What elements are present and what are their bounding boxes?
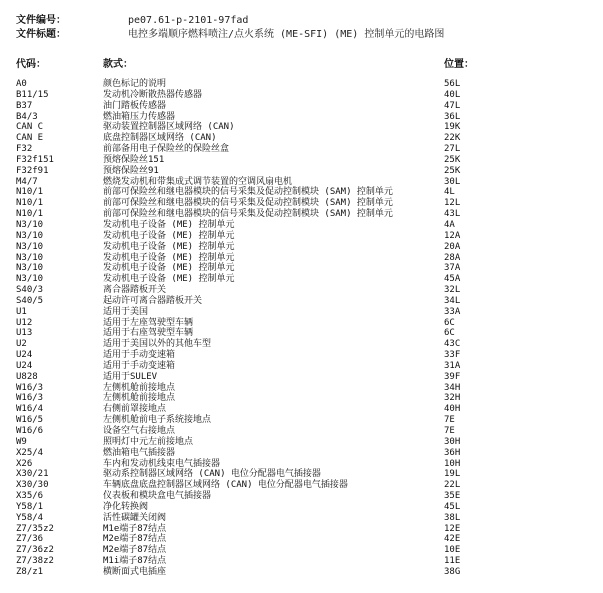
- component-list: [0, 79, 603, 578]
- table-row: [0, 534, 603, 545]
- row-position: 42E: [444, 534, 461, 545]
- row-description: 右侧前罩接地点: [103, 404, 167, 415]
- table-row: [0, 491, 603, 502]
- row-description: 发动机冷断散热器传感器: [103, 89, 203, 100]
- row-position: 43L: [444, 209, 461, 220]
- row-position: 10E: [444, 545, 461, 556]
- table-row: [0, 307, 603, 318]
- row-description: 预熔保险丝151: [103, 154, 165, 165]
- row-position: 30H: [444, 436, 461, 447]
- row-description: 驱动系控制器区域网络 (CAN) 电位分配器电气插接器: [103, 469, 321, 480]
- row-code: F32f151: [16, 154, 54, 165]
- table-row: [0, 426, 603, 437]
- row-code: F32: [16, 144, 33, 155]
- row-code: N10/1: [16, 198, 44, 209]
- row-code: F32f91: [16, 165, 49, 176]
- row-description: 底盘控制器区域网络 (CAN): [103, 133, 217, 144]
- table-row: [0, 220, 603, 231]
- table-row: [0, 567, 603, 578]
- row-code: X26: [16, 458, 33, 469]
- table-row: [0, 513, 603, 524]
- row-description: 适用于美国: [103, 306, 149, 317]
- row-position: 4A: [444, 219, 455, 230]
- row-code: N3/10: [16, 274, 44, 285]
- table-row: [0, 350, 603, 361]
- row-position: 11E: [444, 556, 461, 567]
- file-title-value: 电控多端顺序燃料喷注/点火系统 (ME-SFI) (ME) 控制单元的电路图: [128, 29, 445, 40]
- row-position: 12L: [444, 198, 461, 209]
- row-description: 发动机电子设备 (ME) 控制单元: [103, 274, 235, 285]
- row-position: 6C: [444, 328, 455, 339]
- table-row: [0, 328, 603, 339]
- row-position: 4L: [444, 187, 455, 198]
- row-description: 活性碳罐关闭阀: [103, 512, 167, 523]
- row-code: W16/3: [16, 382, 44, 393]
- table-row: [0, 209, 603, 220]
- table-row: [0, 318, 603, 329]
- row-position: 7E: [444, 415, 455, 426]
- row-position: 37A: [444, 263, 461, 274]
- row-position: 45A: [444, 274, 461, 285]
- table-row: [0, 383, 603, 394]
- row-code: X35/6: [16, 491, 44, 502]
- row-description: 起动许可离合器踏板开关: [103, 295, 203, 306]
- file-number-label: 文件编号：: [16, 15, 66, 26]
- row-position: 34H: [444, 382, 461, 393]
- row-position: 31A: [444, 360, 461, 371]
- row-description: 油门踏板传感器: [103, 100, 167, 111]
- row-description: 设备空气右接地点: [103, 426, 176, 436]
- row-description: 颜色标记的说明: [103, 79, 167, 89]
- row-description: 左侧机舱前接地点: [103, 393, 176, 404]
- table-row: [0, 480, 603, 491]
- row-code: U12: [16, 317, 33, 328]
- row-code: N10/1: [16, 209, 44, 220]
- table-row: [0, 112, 603, 123]
- row-description: 照明灯中元左前接地点: [103, 436, 194, 447]
- row-description: 发动机电子设备 (ME) 控制单元: [103, 252, 235, 263]
- table-row: [0, 502, 603, 513]
- table-row: [0, 339, 603, 350]
- table-row: [0, 393, 603, 404]
- table-row: [0, 524, 603, 535]
- row-code: N3/10: [16, 230, 44, 241]
- table-row: [0, 469, 603, 480]
- row-position: 36L: [444, 111, 461, 122]
- row-description: 车辆底盘底盘控制器区域网络 (CAN) 电位分配器电气插接器: [103, 480, 348, 491]
- row-description: 横断面式电插座: [103, 566, 167, 577]
- table-row: [0, 166, 603, 177]
- column-header-pos: 位置：: [444, 59, 474, 70]
- row-code: A0: [16, 79, 27, 89]
- row-description: 适用于左座驾驶型车辆: [103, 317, 194, 328]
- row-position: 40H: [444, 404, 461, 415]
- row-description: 前部可保险丝和继电器模块的信号采集及促动控制模块 (SAM) 控制单元: [103, 187, 393, 198]
- row-description: 燃烧发动机和带集成式调节装置的空调风扇电机: [103, 176, 293, 187]
- row-position: 45L: [444, 501, 461, 512]
- row-position: 38G: [444, 566, 461, 577]
- row-code: X30/21: [16, 469, 49, 480]
- row-description: 前部备用电子保险丝的保险丝盒: [103, 144, 230, 155]
- column-header-code: 代码：: [16, 59, 46, 70]
- row-code: U13: [16, 328, 33, 339]
- row-description: 燃油箱电气插接器: [103, 447, 176, 458]
- table-row: [0, 133, 603, 144]
- row-position: 35E: [444, 491, 461, 502]
- row-description: M2e端子87结点: [103, 534, 167, 545]
- row-code: W16/6: [16, 426, 44, 436]
- row-position: 56L: [444, 79, 461, 89]
- row-description: 仪表板和模块盒电气插接器: [103, 491, 212, 502]
- row-code: B37: [16, 100, 33, 111]
- table-row: [0, 253, 603, 264]
- table-row: [0, 296, 603, 307]
- row-position: 22K: [444, 133, 461, 144]
- row-code: CAN C: [16, 122, 44, 133]
- row-position: 38L: [444, 512, 461, 523]
- table-row: [0, 274, 603, 285]
- table-row: [0, 404, 603, 415]
- row-description: M1i端子87结点: [103, 556, 167, 567]
- row-code: N10/1: [16, 187, 44, 198]
- row-description: 适用于手动变速箱: [103, 350, 176, 361]
- row-position: 39F: [444, 371, 461, 382]
- table-row: [0, 79, 603, 90]
- row-code: U24: [16, 360, 33, 371]
- row-code: CAN E: [16, 133, 44, 144]
- row-description: 发动机电子设备 (ME) 控制单元: [103, 219, 235, 230]
- table-row: [0, 231, 603, 242]
- table-row: [0, 90, 603, 101]
- row-position: 6C: [444, 317, 455, 328]
- table-row: [0, 177, 603, 188]
- row-position: 19L: [444, 469, 461, 480]
- row-code: Z7/38z2: [16, 556, 54, 567]
- row-position: 33A: [444, 306, 461, 317]
- row-position: 27L: [444, 144, 461, 155]
- row-code: N3/10: [16, 252, 44, 263]
- row-code: X25/4: [16, 447, 44, 458]
- row-position: 25K: [444, 165, 461, 176]
- row-code: M4/7: [16, 176, 38, 187]
- row-code: U1: [16, 306, 27, 317]
- row-description: 发动机电子设备 (ME) 控制单元: [103, 241, 235, 252]
- table-row: [0, 361, 603, 372]
- table-row: [0, 187, 603, 198]
- row-position: 47L: [444, 100, 461, 111]
- row-description: 驱动装置控制器区域网络 (CAN): [103, 122, 235, 133]
- row-description: 左侧机舱前电子系统接地点: [103, 415, 212, 426]
- row-description: M1e端子87结点: [103, 523, 167, 534]
- row-code: U24: [16, 350, 33, 361]
- file-title-label: 文件标题：: [16, 29, 66, 40]
- row-code: S40/5: [16, 295, 44, 306]
- row-position: 36H: [444, 447, 461, 458]
- row-code: B11/15: [16, 89, 49, 100]
- table-row: [0, 242, 603, 253]
- table-row: [0, 122, 603, 133]
- row-position: 43C: [444, 339, 461, 350]
- row-code: N3/10: [16, 219, 44, 230]
- row-description: 适用于美国以外的其他车型: [103, 339, 212, 350]
- row-description: 左侧机舱前接地点: [103, 382, 176, 393]
- table-row: [0, 144, 603, 155]
- row-position: 25K: [444, 154, 461, 165]
- row-position: 32L: [444, 285, 461, 296]
- row-description: 前部可保险丝和继电器模块的信号采集及促动控制模块 (SAM) 控制单元: [103, 209, 393, 220]
- row-code: Y58/4: [16, 512, 44, 523]
- table-row: [0, 556, 603, 567]
- row-position: 34L: [444, 295, 461, 306]
- row-position: 19K: [444, 122, 461, 133]
- row-description: 适用于SULEV: [103, 371, 158, 382]
- row-code: W16/3: [16, 393, 44, 404]
- row-description: 净化转换阀: [103, 501, 149, 512]
- table-row: [0, 545, 603, 556]
- row-position: 32H: [444, 393, 461, 404]
- row-code: N3/10: [16, 263, 44, 274]
- row-position: 28A: [444, 252, 461, 263]
- table-row: [0, 372, 603, 383]
- table-row: [0, 448, 603, 459]
- row-description: 车内和发动机线束电气插接器: [103, 458, 221, 469]
- table-row: [0, 198, 603, 209]
- row-code: Z7/36: [16, 534, 44, 545]
- row-code: Y58/1: [16, 501, 44, 512]
- row-code: N3/10: [16, 241, 44, 252]
- row-position: 12E: [444, 523, 461, 534]
- table-row: [0, 101, 603, 112]
- row-description: 燃油箱压力传感器: [103, 111, 176, 122]
- row-description: M2e端子87结点: [103, 545, 167, 556]
- row-position: 12A: [444, 230, 461, 241]
- row-code: U828: [16, 371, 38, 382]
- table-row: [0, 415, 603, 426]
- row-description: 发动机电子设备 (ME) 控制单元: [103, 230, 235, 241]
- row-description: 发动机电子设备 (ME) 控制单元: [103, 263, 235, 274]
- row-position: 30L: [444, 176, 461, 187]
- row-description: 适用于手动变速箱: [103, 360, 176, 371]
- column-header-desc: 款式：: [103, 59, 133, 70]
- row-position: 33F: [444, 350, 461, 361]
- file-number-value: pe07.61-p-2101-97fad: [128, 15, 249, 26]
- row-description: 离合器踏板开关: [103, 285, 167, 296]
- row-code: U2: [16, 339, 27, 350]
- row-code: X30/30: [16, 480, 49, 491]
- table-row: [0, 285, 603, 296]
- row-code: Z8/z1: [16, 566, 44, 577]
- row-description: 适用于右座驾驶型车辆: [103, 328, 194, 339]
- table-row: [0, 459, 603, 470]
- row-code: Z7/35z2: [16, 523, 54, 534]
- row-position: 40L: [444, 89, 461, 100]
- table-row: [0, 437, 603, 448]
- row-code: W16/4: [16, 404, 44, 415]
- row-position: 7E: [444, 426, 455, 436]
- row-code: S40/3: [16, 285, 44, 296]
- row-code: Z7/36z2: [16, 545, 54, 556]
- row-position: 10H: [444, 458, 461, 469]
- row-code: W9: [16, 436, 27, 447]
- file-number-line: [16, 15, 248, 27]
- row-position: 22L: [444, 480, 461, 491]
- row-description: 预熔保险丝91: [103, 165, 159, 176]
- row-position: 20A: [444, 241, 461, 252]
- table-row: [0, 263, 603, 274]
- table-row: [0, 155, 603, 166]
- row-code: B4/3: [16, 111, 38, 122]
- row-description: 前部可保险丝和继电器模块的信号采集及促动控制模块 (SAM) 控制单元: [103, 198, 393, 209]
- row-code: W16/5: [16, 415, 44, 426]
- file-title-line: [16, 29, 444, 41]
